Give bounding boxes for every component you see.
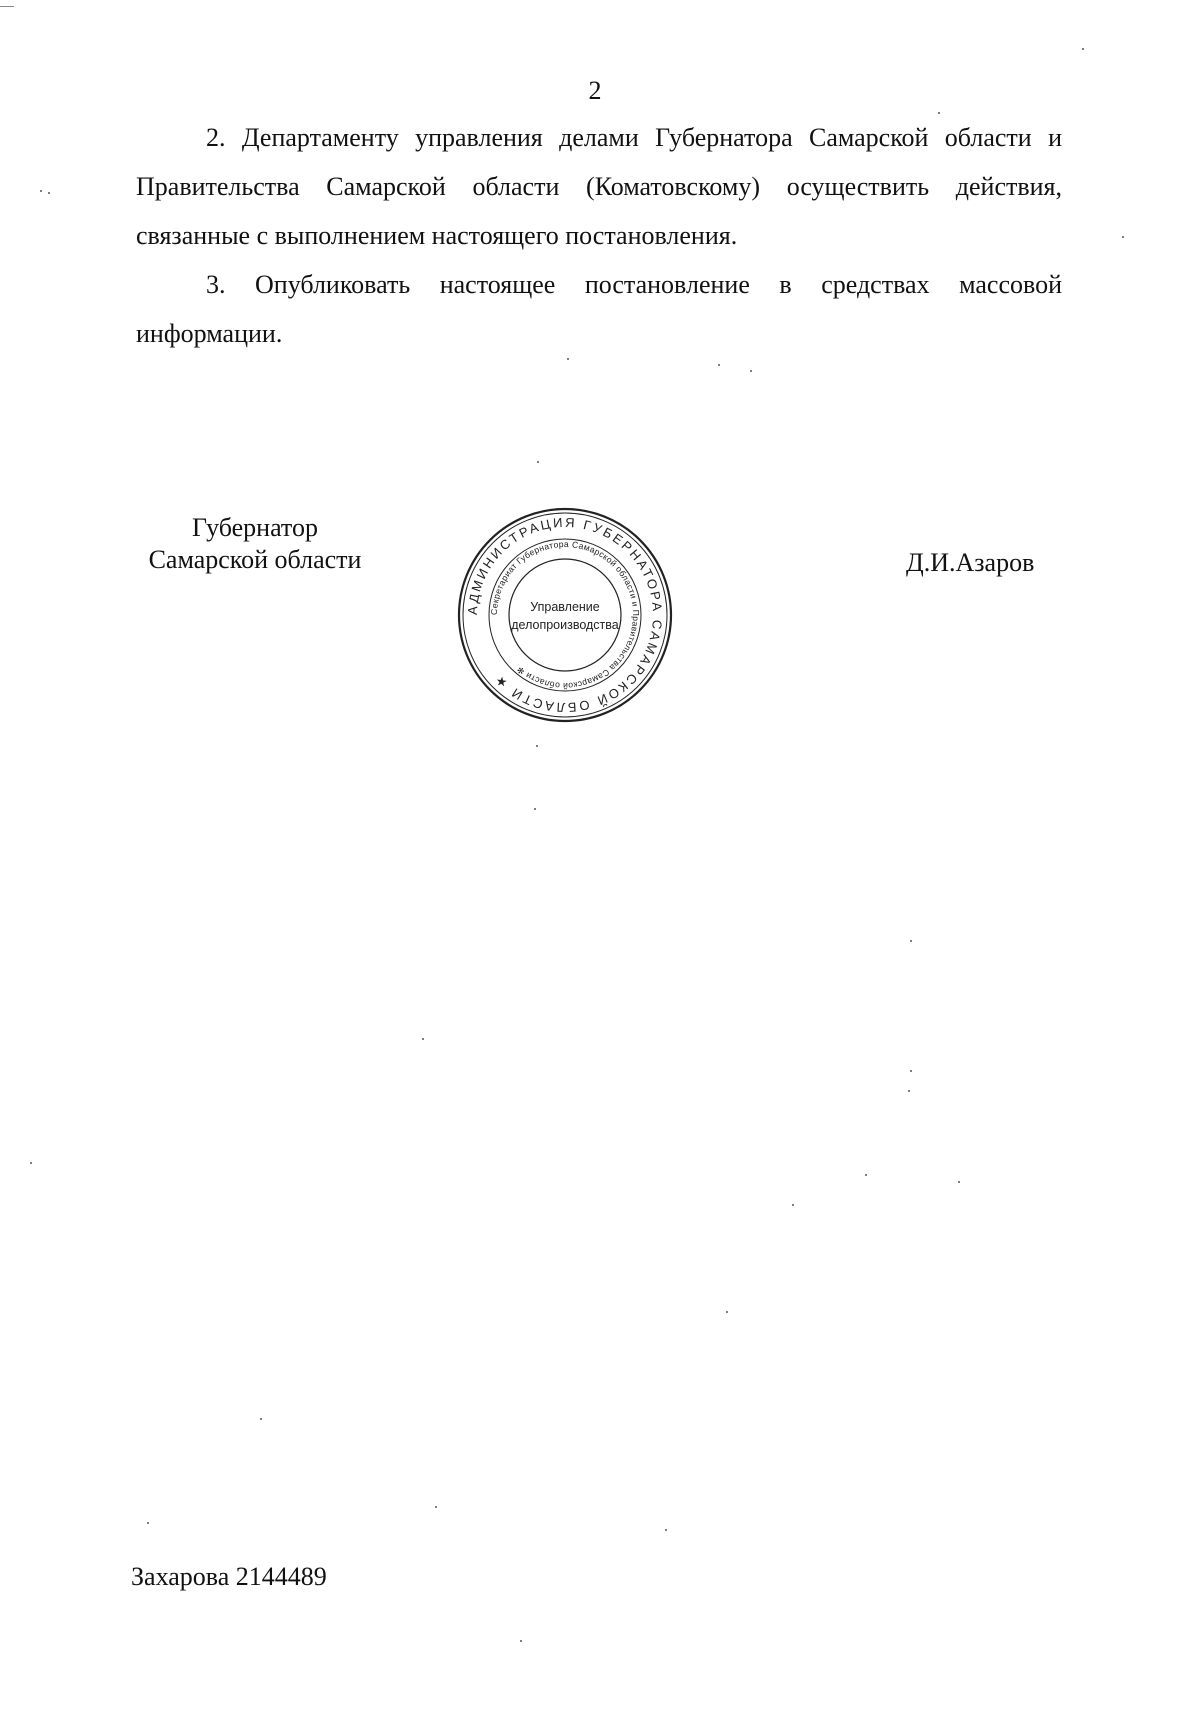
scan-speck	[718, 364, 720, 366]
scan-speck	[534, 808, 536, 810]
scan-speck	[792, 1204, 794, 1206]
scan-speck	[30, 1162, 32, 1164]
paragraph-2: 2. Департаменту управления делами Губернатора Самарской области и Правительства Самарской области (Коматовскому) осуществить действия, связанные с выполнением настоящего постановления.	[136, 123, 1062, 250]
body-text	[136, 113, 1062, 358]
scan-speck	[435, 1506, 437, 1508]
scan-speck	[1082, 48, 1084, 50]
stamp-inner-text: Секретариат Губернатора Самарской области и Правительства Самарской области ✻	[488, 538, 642, 692]
scan-speck	[567, 358, 569, 360]
scan-artifact	[0, 6, 14, 7]
scan-speck	[958, 1181, 960, 1183]
scan-speck	[910, 1070, 912, 1072]
executor-contact: Захарова 2144489	[131, 1562, 327, 1591]
stamp-center-line1: Управление	[530, 600, 600, 614]
scan-speck	[665, 1529, 667, 1531]
scan-speck	[260, 1418, 262, 1420]
scan-speck	[147, 1522, 149, 1524]
scan-speck	[908, 1090, 910, 1092]
official-stamp	[455, 505, 675, 725]
scan-speck	[520, 1640, 522, 1642]
signature-title-line1: Губернатор	[192, 513, 318, 542]
paragraph-3: 3. Опубликовать настоящее постановление в средствах массовой информации.	[136, 270, 1062, 348]
scan-speck	[938, 112, 940, 114]
scan-speck	[537, 461, 539, 463]
scan-speck	[422, 1038, 424, 1040]
scan-speck	[910, 940, 912, 942]
signature-name: Д.И.Азаров	[906, 548, 1035, 577]
signature-title	[110, 512, 400, 576]
scan-speck	[865, 1174, 867, 1176]
scan-speck	[1122, 236, 1124, 238]
scan-speck	[726, 1311, 728, 1313]
stamp-center-line2: делопроизводства	[511, 618, 619, 632]
scan-speck	[750, 370, 752, 372]
stamp-inner-ring	[509, 559, 621, 671]
page-number: 2	[588, 76, 602, 105]
scan-speck	[536, 745, 538, 747]
scan-speck	[48, 192, 50, 194]
scan-speck	[40, 190, 42, 192]
signature-title-line2: Самарской области	[148, 545, 362, 574]
stamp-outer-text: АДМИНИСТРАЦИЯ ГУБЕРНАТОРА САМАРСКОЙ ОБЛАСТИ ★	[464, 514, 666, 716]
